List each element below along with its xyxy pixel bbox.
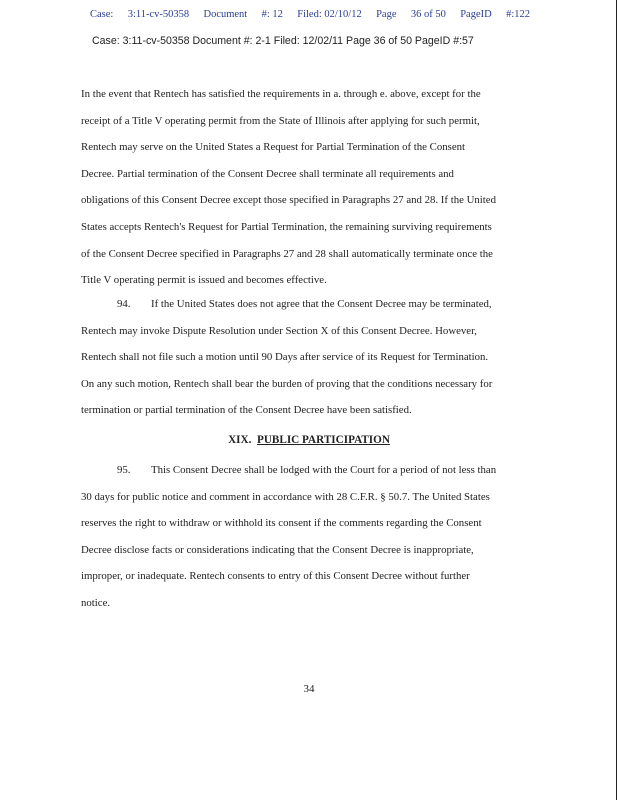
text-line	[81, 457, 519, 484]
text-segment: This Consent Decree shall be lodged with the Court for a period of not less than	[151, 464, 497, 476]
text-line: Rentech may serve on the United States a Request for Partial Termination of the Consent	[81, 141, 466, 154]
paragraph-number: 95.	[117, 464, 131, 476]
case-label: Case:	[90, 9, 114, 20]
section-title: PUBLIC PARTICIPATION	[256, 434, 390, 446]
section-numeral: XIX.	[228, 434, 252, 446]
original-filing-header: Case: 3:11-cv-50358 Document #: 2-1 Filed: 12/02/11 Page 36 of 50 PageID #:57	[92, 35, 474, 47]
text-segment: If the United States does not agree that the Consent Decree may be terminated,	[151, 298, 492, 310]
section-heading	[0, 434, 618, 446]
paragraph-94	[81, 291, 519, 424]
page-number: 34	[303, 683, 315, 695]
text-line: Decree disclose facts or considerations indicating that the Consent Decree is inappropriate,	[81, 543, 474, 556]
text-line: States accepts Rentech's Request for Partial Termination, the remaining surviving requirements	[81, 220, 492, 233]
text-line: improper, or inadequate. Rentech consents to entry of this Consent Decree without further	[81, 570, 470, 583]
text-line: receipt of a Title V operating permit from the State of Illinois after applying for such permit,	[81, 114, 480, 127]
text-line: Rentech may invoke Dispute Resolution under Section X of this Consent Decree. However,	[81, 324, 477, 337]
filed-date: Filed: 02/10/12	[297, 9, 362, 20]
page-of: 36 of 50	[410, 9, 446, 20]
paragraph-number: 94.	[117, 298, 131, 310]
pageid-label: PageID	[460, 9, 492, 20]
text-line: Decree. Partial termination of the Consent Decree shall terminate all requirements and	[81, 167, 454, 180]
text-line: notice.	[81, 596, 111, 609]
text-line: obligations of this Consent Decree except those specified in Paragraphs 27 and 28. If the United	[81, 194, 496, 207]
pageid-number: #:122	[506, 9, 530, 20]
text-line: On any such motion, Rentech shall bear the burden of proving that the conditions necessary for	[81, 377, 493, 390]
paragraph-95	[81, 457, 519, 617]
page-edge-line	[616, 0, 617, 800]
text-line: Rentech shall not file such a motion until 90 Days after service of its Request for Termination.	[81, 351, 489, 364]
document-label: Document	[203, 9, 248, 20]
text-line: reserves the right to withdraw or withhold its consent if the comments regarding the Consent	[81, 517, 482, 530]
text-line	[81, 291, 519, 318]
document-number: #: 12	[261, 9, 283, 20]
court-filing-header	[90, 9, 530, 20]
case-number: 3:11-cv-50358	[127, 9, 190, 20]
text-line: termination or partial termination of the Consent Decree have been satisfied.	[81, 404, 412, 417]
text-line: 30 days for public notice and comment in accordance with 28 C.F.R. § 50.7. The United States	[81, 490, 490, 503]
text-line: of the Consent Decree specified in Paragraphs 27 and 28 shall automatically terminate once the	[81, 247, 493, 260]
text-line: Title V operating permit is issued and becomes effective.	[81, 274, 327, 287]
paragraph-continuation	[81, 81, 519, 294]
text-line: In the event that Rentech has satisfied the requirements in a. through e. above, except for the	[81, 88, 481, 100]
page-label: Page	[376, 9, 397, 20]
